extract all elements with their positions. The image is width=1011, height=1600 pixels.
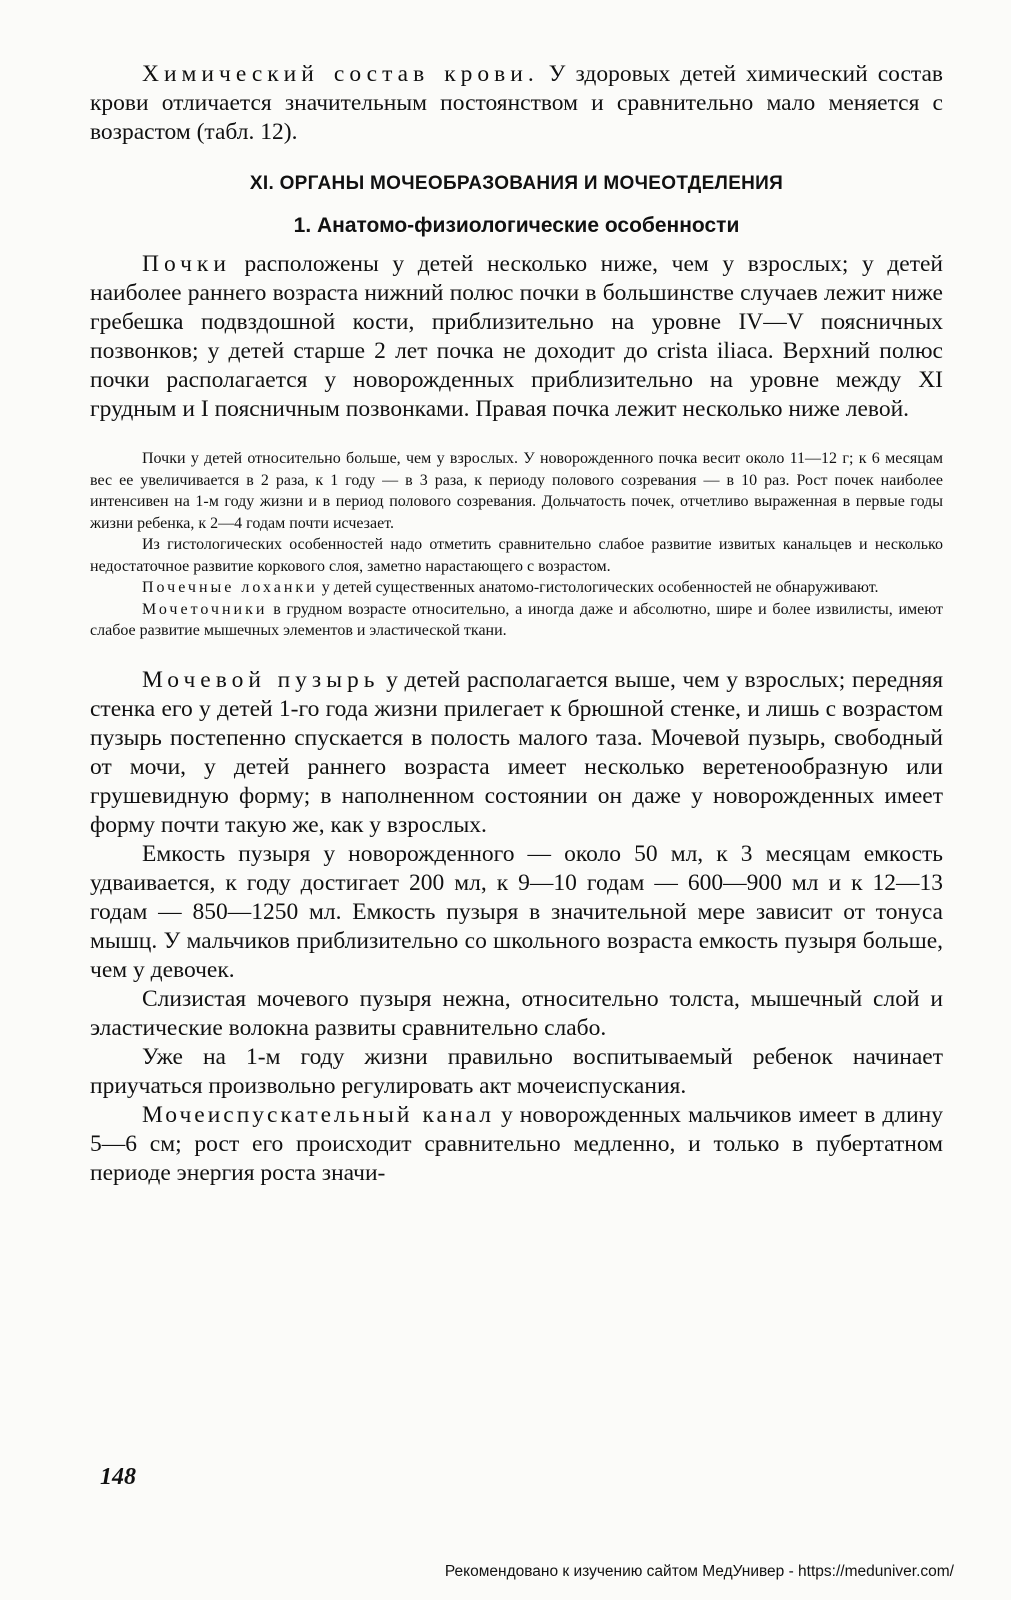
paragraph-blood-chemistry [90,60,943,147]
chapter-title: XI. ОРГАНЫ МОЧЕОБРАЗОВАНИЯ И МОЧЕОТДЕЛЕНИЯ [249,173,784,194]
paragraph-urethra [90,1101,943,1188]
paragraph-text: у детей располагается выше, чем у взрослых; передняя стенка его у детей 1-го года жизни прилегает к брюшной стенке, и лишь с возрастом пузырь постепенно спускается в полость малого таза. Мочевой пузырь, свободный от мочи, у детей раннего возраста имеет несколько веретенообразную или грушевидную форму; в наполненном состоянии он даже у новорожденных имеет форму почти такую же, как у взрослых. [90,666,944,838]
emphasis-term: Мочевой пузырь [142,666,380,693]
small-print-block [90,448,943,642]
paragraph-kidneys [90,250,943,424]
paragraph-bladder [90,666,943,840]
small-paragraph-kidney-size: Почки у детей относительно больше, чем у взрослых. У новорожденного почка весит около 11—12 г; к 6 месяцам вес ее увеличивается в 2 раза, к 1 году — в 3 раза, к периоду полового созревания — в 10 раз. Рост почек наиболее интенсивен на 1-м году жизни и в период полового созревания. Дольчатость почек, отчетливо выраженная в первые годы жизни ребенка, к 2—4 годам почти исчезает. [90,450,943,532]
page-body [90,60,943,1188]
small-paragraph-histology: Из гистологических особенностей надо отметить сравнительно слабое развитие извитых канальцев и несколько недостаточное развитие коркового слоя, заметно нарастающего с возрастом. [90,536,943,575]
section-title: 1. Анатомо-физиологические особенности [293,214,740,237]
paragraph-text: в грудном возрасте относительно, а иногда даже и абсолютно, шире и более извилисты, имеют слабое развитие мышечных элементов и эластической ткани. [90,600,943,639]
small-paragraph-pelvis [90,577,943,599]
paragraph-mucosa: Слизистая мочевого пузыря нежна, относительно толста, мышечный слой и эластические волокна развиты сравнительно слабо. [90,985,943,1041]
emphasis-term: Почки [142,251,231,277]
paragraph-text: У здоровых детей химический состав крови отличается значительным постоянством и сравнительно мало меняется с возрастом (табл. 12). [90,61,944,145]
emphasis-term: Химический состав крови. [142,61,539,87]
paragraph-text: расположены у детей несколько ниже, чем у взрослых; у детей наиболее раннего возраста нижний полюс почки в большинстве случаев лежит ниже гребешка подвздошной кости, приблизительно на уровне IV—V поясничных позвонков; у детей старше 2 лет почка не доходит до crista iliaca. Верхний полюс почки располагается у новорожденных приблизительно на уровне между XI грудным и I поясничным позвонками. Правая почка лежит несколько ниже левой. [90,251,943,422]
emphasis-term: Мочеиспускательный канал [142,1101,494,1128]
small-paragraph-ureters [90,599,943,642]
footer-watermark: Рекомендовано к изучению сайтом МедУнивер - https://meduniver.com/ [444,1563,954,1580]
emphasis-term: Мочеточники [142,600,268,618]
paragraph-text: у детей существенных анатомо-гистологических особенностей не обнаруживают. [317,579,879,596]
paragraph-urination-control: Уже на 1-м году жизни правильно воспитываемый ребенок начинает приучаться произвольно регулировать акт мочеиспускания. [90,1043,943,1099]
page-number: 148 [100,1464,136,1490]
paragraph-text: у новорожденных мальчиков имеет в длину 5—6 см; рост его происходит сравнительно медленно, и только в пубертатном периоде энергия роста значи- [90,1101,944,1186]
bladder-block [90,666,943,1188]
emphasis-term: Почечные лоханки [142,579,318,596]
paragraph-bladder-capacity: Емкость пузыря у новорожденного — около 50 мл, к 3 месяцам емкость удваивается, к году достигает 200 мл, к 9—10 годам — 600—900 мл и к 12—13 годам — 850—1250 мл. Емкость пузыря в значительной мере зависит от тонуса мышц. У мальчиков приблизительно со школьного возраста емкость пузыря больше, чем у девочек. [90,840,943,983]
